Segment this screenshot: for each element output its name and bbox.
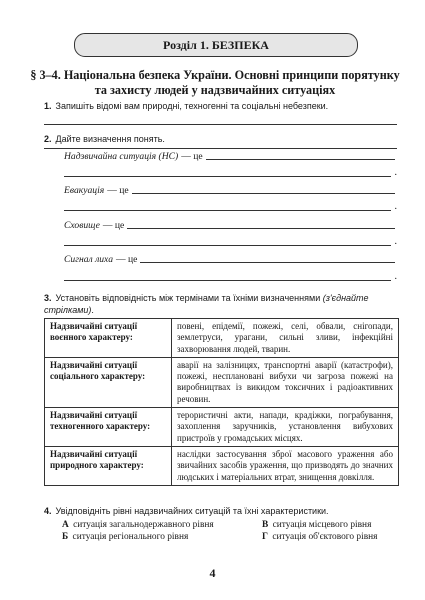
task-text: Запишіть відомі вам природні, техногенні та соціальні небезпеки. bbox=[55, 101, 329, 111]
end-mark: . bbox=[394, 236, 397, 247]
answer-line[interactable] bbox=[44, 124, 397, 125]
definition-term: Евакуація bbox=[64, 185, 105, 196]
end-mark: . bbox=[394, 167, 397, 178]
table-row bbox=[45, 408, 399, 447]
option-text: ситуація загальнодержавного рівня bbox=[73, 520, 214, 530]
task-text-end: . bbox=[91, 305, 94, 315]
definition-answer-line[interactable] bbox=[140, 253, 395, 263]
option-text: ситуація об'єктового рівня bbox=[272, 532, 378, 542]
table-description-cell[interactable]: терористичні акти, напади, крадіжки, пограбування, захоплення заручників, установлення вибухових пристроїв у громадських місцях. bbox=[172, 408, 399, 447]
definition-dash: — це bbox=[181, 151, 203, 162]
task-number: 2. bbox=[44, 134, 52, 144]
option-letter: А bbox=[62, 520, 69, 530]
answer-line[interactable] bbox=[64, 280, 391, 281]
table-term-cell[interactable]: Надзвичайні ситуації техногенного характеру: bbox=[45, 408, 172, 447]
table-row bbox=[45, 319, 399, 358]
answer-line[interactable] bbox=[64, 245, 391, 246]
definition-row bbox=[64, 184, 395, 196]
lesson-title: § 3–4. Національна безпека України. Основні принципи порятунку та захисту людей у надзвичайних ситуаціях bbox=[30, 68, 400, 97]
task-text: Установіть відповідність між термінами та їхніми визначеннями bbox=[55, 293, 321, 303]
table-term-cell[interactable]: Надзвичайні ситуації соціального характеру: bbox=[45, 357, 172, 407]
task-number: 4. bbox=[44, 506, 52, 516]
definition-answer-line[interactable] bbox=[127, 219, 395, 229]
option-letter: Г bbox=[262, 532, 268, 542]
answer-line[interactable] bbox=[64, 176, 391, 177]
definition-row bbox=[64, 150, 395, 162]
task-3-prompt bbox=[44, 292, 400, 316]
section-title: Розділ 1. БЕЗПЕКА bbox=[163, 37, 269, 52]
page-number: 4 bbox=[209, 566, 216, 580]
answer-line[interactable] bbox=[64, 210, 391, 211]
option-text: ситуація місцевого рівня bbox=[272, 520, 372, 530]
definition-answer-line[interactable] bbox=[206, 150, 395, 160]
definition-dash: — це bbox=[107, 185, 129, 196]
definition-dash: — це bbox=[102, 220, 125, 231]
section-banner bbox=[74, 33, 358, 57]
option-item[interactable] bbox=[62, 531, 262, 543]
end-mark: . bbox=[394, 201, 397, 212]
task-number: 3. bbox=[44, 293, 52, 303]
definition-dash: — це bbox=[116, 254, 138, 265]
task-text: Дайте визначення понять. bbox=[55, 134, 165, 144]
definition-answer-line[interactable] bbox=[132, 184, 395, 194]
option-item[interactable] bbox=[262, 531, 377, 543]
end-mark: . bbox=[394, 271, 397, 282]
task-text: Увідповідніть рівні надзвичайних ситуацій та їхні характеристики. bbox=[55, 506, 329, 516]
option-item[interactable] bbox=[262, 519, 371, 531]
task-1-prompt bbox=[44, 101, 328, 111]
definition-term: Сховище bbox=[64, 220, 100, 231]
table-description-cell[interactable]: повені, епідемії, пожежі, селі, обвали, снігопади, землетруси, урагани, сильні зливи, інфекційні захворювання людей, тварин. bbox=[172, 319, 399, 358]
task-4-prompt bbox=[44, 506, 329, 516]
matching-table bbox=[44, 318, 399, 486]
table-row bbox=[45, 446, 399, 485]
table-description-cell[interactable]: аварії на залізницях, транспортні аварії (катастрофи), пожежі, несплановані вибухи чи загроза пожежі на виробництвах із викидом токсичних і радіоактивних речовин. bbox=[172, 357, 399, 407]
option-letter: В bbox=[262, 520, 269, 530]
answer-line[interactable] bbox=[44, 148, 397, 149]
table-row bbox=[45, 357, 399, 407]
task-number: 1. bbox=[44, 101, 52, 111]
table-term-cell[interactable]: Надзвичайні ситуації природного характеру: bbox=[45, 446, 172, 485]
option-item[interactable] bbox=[62, 519, 262, 531]
option-text: ситуація регіонального рівня bbox=[72, 532, 189, 542]
definition-term: Сигнал лиха bbox=[64, 254, 113, 265]
table-term-cell[interactable]: Надзвичайні ситуації воєнного характеру: bbox=[45, 319, 172, 358]
definition-row bbox=[64, 219, 395, 231]
definition-term: Надзвичайна ситуація (НС) bbox=[64, 151, 179, 162]
answer-options bbox=[62, 519, 402, 543]
table-description-cell[interactable]: наслідки застосування зброї масового ураження або звичайних засобів ураження, що призводять до значних людських і матеріальних втрат, знищення довкілля. bbox=[172, 446, 399, 485]
option-letter: Б bbox=[62, 532, 69, 542]
definition-row bbox=[64, 253, 395, 265]
task-note: (з'єднайте стрілками) bbox=[44, 293, 369, 315]
task-2-prompt bbox=[44, 134, 165, 144]
